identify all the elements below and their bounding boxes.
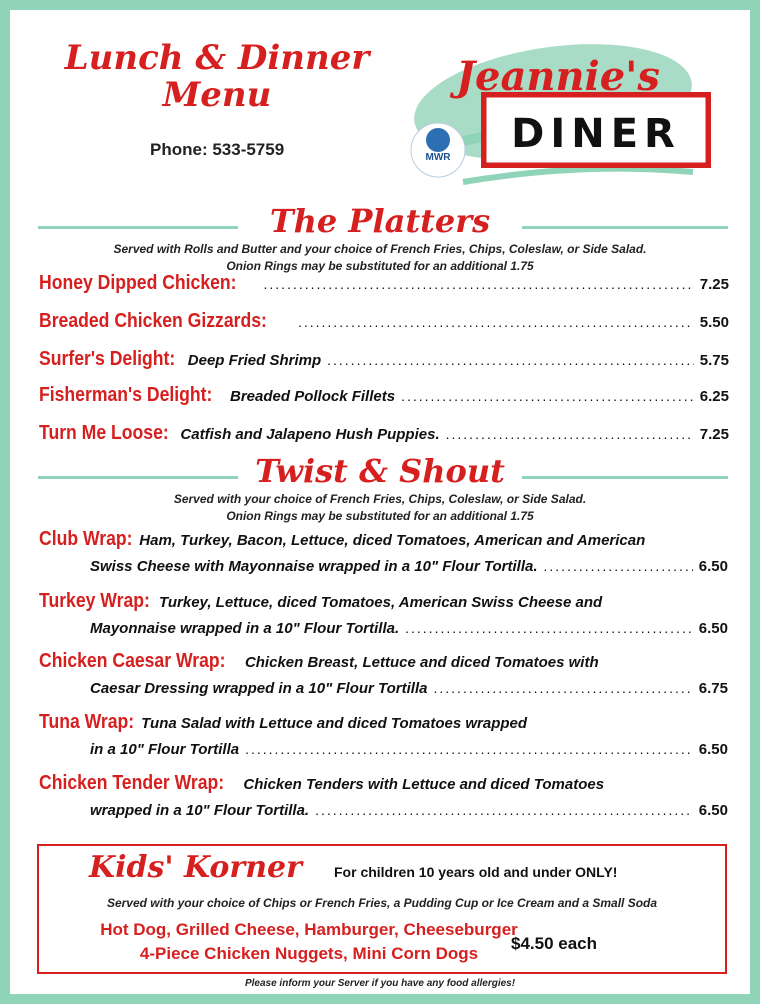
kids-korner-box xyxy=(37,844,727,974)
item-desc-cont: Caesar Dressing wrapped in a 10" Flour Tortilla xyxy=(90,680,428,697)
kids-title: Kids' Korner xyxy=(89,850,302,885)
item-price: 6.75 xyxy=(698,680,728,697)
wraps-heading xyxy=(10,452,750,496)
jeannies-script: Jeannie's xyxy=(456,53,660,100)
diner-logo xyxy=(403,32,723,202)
wrap-item-line2 xyxy=(90,802,728,826)
item-name: Honey Dipped Chicken: xyxy=(39,272,237,294)
diner-word: DINER xyxy=(511,111,681,157)
allergy-notice: Please inform your Server if you have any food allergies! xyxy=(244,978,516,989)
leader-dots xyxy=(544,558,693,574)
item-desc: Breaded Pollock Fillets xyxy=(230,388,396,405)
item-price: 6.50 xyxy=(698,802,728,819)
wrap-item-line2 xyxy=(90,680,728,704)
leader-dots xyxy=(298,314,694,330)
platter-item xyxy=(39,422,729,450)
platters-title: The Platters xyxy=(269,202,491,240)
menu-page xyxy=(10,10,750,994)
leader-dots xyxy=(315,802,693,818)
item-name: Fisherman's Delight: xyxy=(39,384,213,406)
item-price: 5.75 xyxy=(699,352,729,369)
item-desc-cont: Swiss Cheese with Mayonnaise wrapped in a 10" Flour Tortilla. xyxy=(90,558,538,575)
item-name: Turn Me Loose: xyxy=(39,422,169,444)
menu-title xyxy=(62,40,372,115)
item-desc: Turkey, Lettuce, diced Tomatoes, American Swiss Cheese and xyxy=(158,594,603,611)
kids-price: $4.50 each xyxy=(511,934,598,953)
wrap-item xyxy=(39,650,729,678)
phone-number: Phone: 533-5759 xyxy=(150,140,285,159)
platters-heading xyxy=(10,202,750,246)
title-line-1: Lunch & Dinner xyxy=(64,38,370,78)
item-desc: Catfish and Jalapeno Hush Puppies. xyxy=(180,426,440,443)
wrap-item xyxy=(39,528,729,556)
platter-item xyxy=(39,272,729,300)
item-name: Club Wrap: xyxy=(39,528,133,550)
mwr-badge-label: MWR xyxy=(425,152,451,163)
leader-dots xyxy=(434,680,693,696)
platters-note-1: Served with Rolls and Butter and your choice of French Fries, Chips, Coleslaw, or Side Salad. xyxy=(113,242,647,256)
wrap-item xyxy=(39,772,729,800)
item-desc-cont: in a 10" Flour Tortilla xyxy=(90,741,240,758)
platters-note-2: Onion Rings may be substituted for an additional 1.75 xyxy=(226,259,534,273)
leader-dots xyxy=(446,426,694,442)
item-price: 7.25 xyxy=(699,426,729,443)
leader-dots xyxy=(401,388,694,404)
leader-dots xyxy=(405,620,693,636)
item-desc: Tuna Salad with Lettuce and diced Tomatoes wrapped xyxy=(141,715,528,732)
item-name: Turkey Wrap: xyxy=(39,590,150,612)
item-desc-cont: Mayonnaise wrapped in a 10" Flour Tortilla. xyxy=(90,620,400,637)
wraps-title: Twist & Shout xyxy=(255,452,505,490)
wrap-item-line2 xyxy=(90,741,728,765)
wrap-item-line2 xyxy=(90,558,728,582)
item-price: 5.50 xyxy=(699,314,729,331)
wrap-item-line2 xyxy=(90,620,728,644)
item-desc: Deep Fried Shrimp xyxy=(187,352,322,369)
platter-item xyxy=(39,384,729,412)
title-line-2: Menu xyxy=(162,75,272,116)
item-desc: Ham, Turkey, Bacon, Lettuce, diced Tomatoes, American and American xyxy=(139,532,646,549)
kids-age-note: For children 10 years old and under ONLY! xyxy=(334,864,618,880)
item-name: Breaded Chicken Gizzards: xyxy=(39,310,267,332)
leader-dots xyxy=(327,352,694,368)
item-price: 7.25 xyxy=(699,276,729,293)
platter-item xyxy=(39,310,729,338)
wraps-note-2: Onion Rings may be substituted for an additional 1.75 xyxy=(226,509,534,523)
item-name: Surfer's Delight: xyxy=(39,348,176,370)
leader-dots xyxy=(245,741,693,757)
wrap-item xyxy=(39,590,729,618)
item-price: 6.50 xyxy=(698,558,728,575)
kids-items-line-1: Hot Dog, Grilled Cheese, Hamburger, Cheeseburger xyxy=(100,920,518,939)
item-desc: Chicken Breast, Lettuce and diced Tomatoes with xyxy=(244,654,599,671)
item-desc: Chicken Tenders with Lettuce and diced Tomatoes xyxy=(243,776,605,793)
leader-dots xyxy=(263,276,693,292)
item-price: 6.25 xyxy=(699,388,729,405)
platter-item xyxy=(39,348,729,376)
item-price: 6.50 xyxy=(698,741,728,758)
kids-served-with: Served with your choice of Chips or French Fries, a Pudding Cup or Ice Cream and a Small Soda xyxy=(106,896,658,910)
item-name: Tuna Wrap: xyxy=(39,711,135,733)
kids-items xyxy=(99,918,519,966)
kids-items-line-2: 4-Piece Chicken Nuggets, Mini Corn Dogs xyxy=(139,944,479,963)
item-name: Chicken Tender Wrap: xyxy=(39,772,225,794)
wrap-item xyxy=(39,711,729,739)
item-desc-cont: wrapped in a 10" Flour Tortilla. xyxy=(90,802,310,819)
wraps-note-1: Served with your choice of French Fries, Chips, Coleslaw, or Side Salad. xyxy=(173,492,587,506)
item-price: 6.50 xyxy=(698,620,728,637)
item-name: Chicken Caesar Wrap: xyxy=(39,650,226,672)
